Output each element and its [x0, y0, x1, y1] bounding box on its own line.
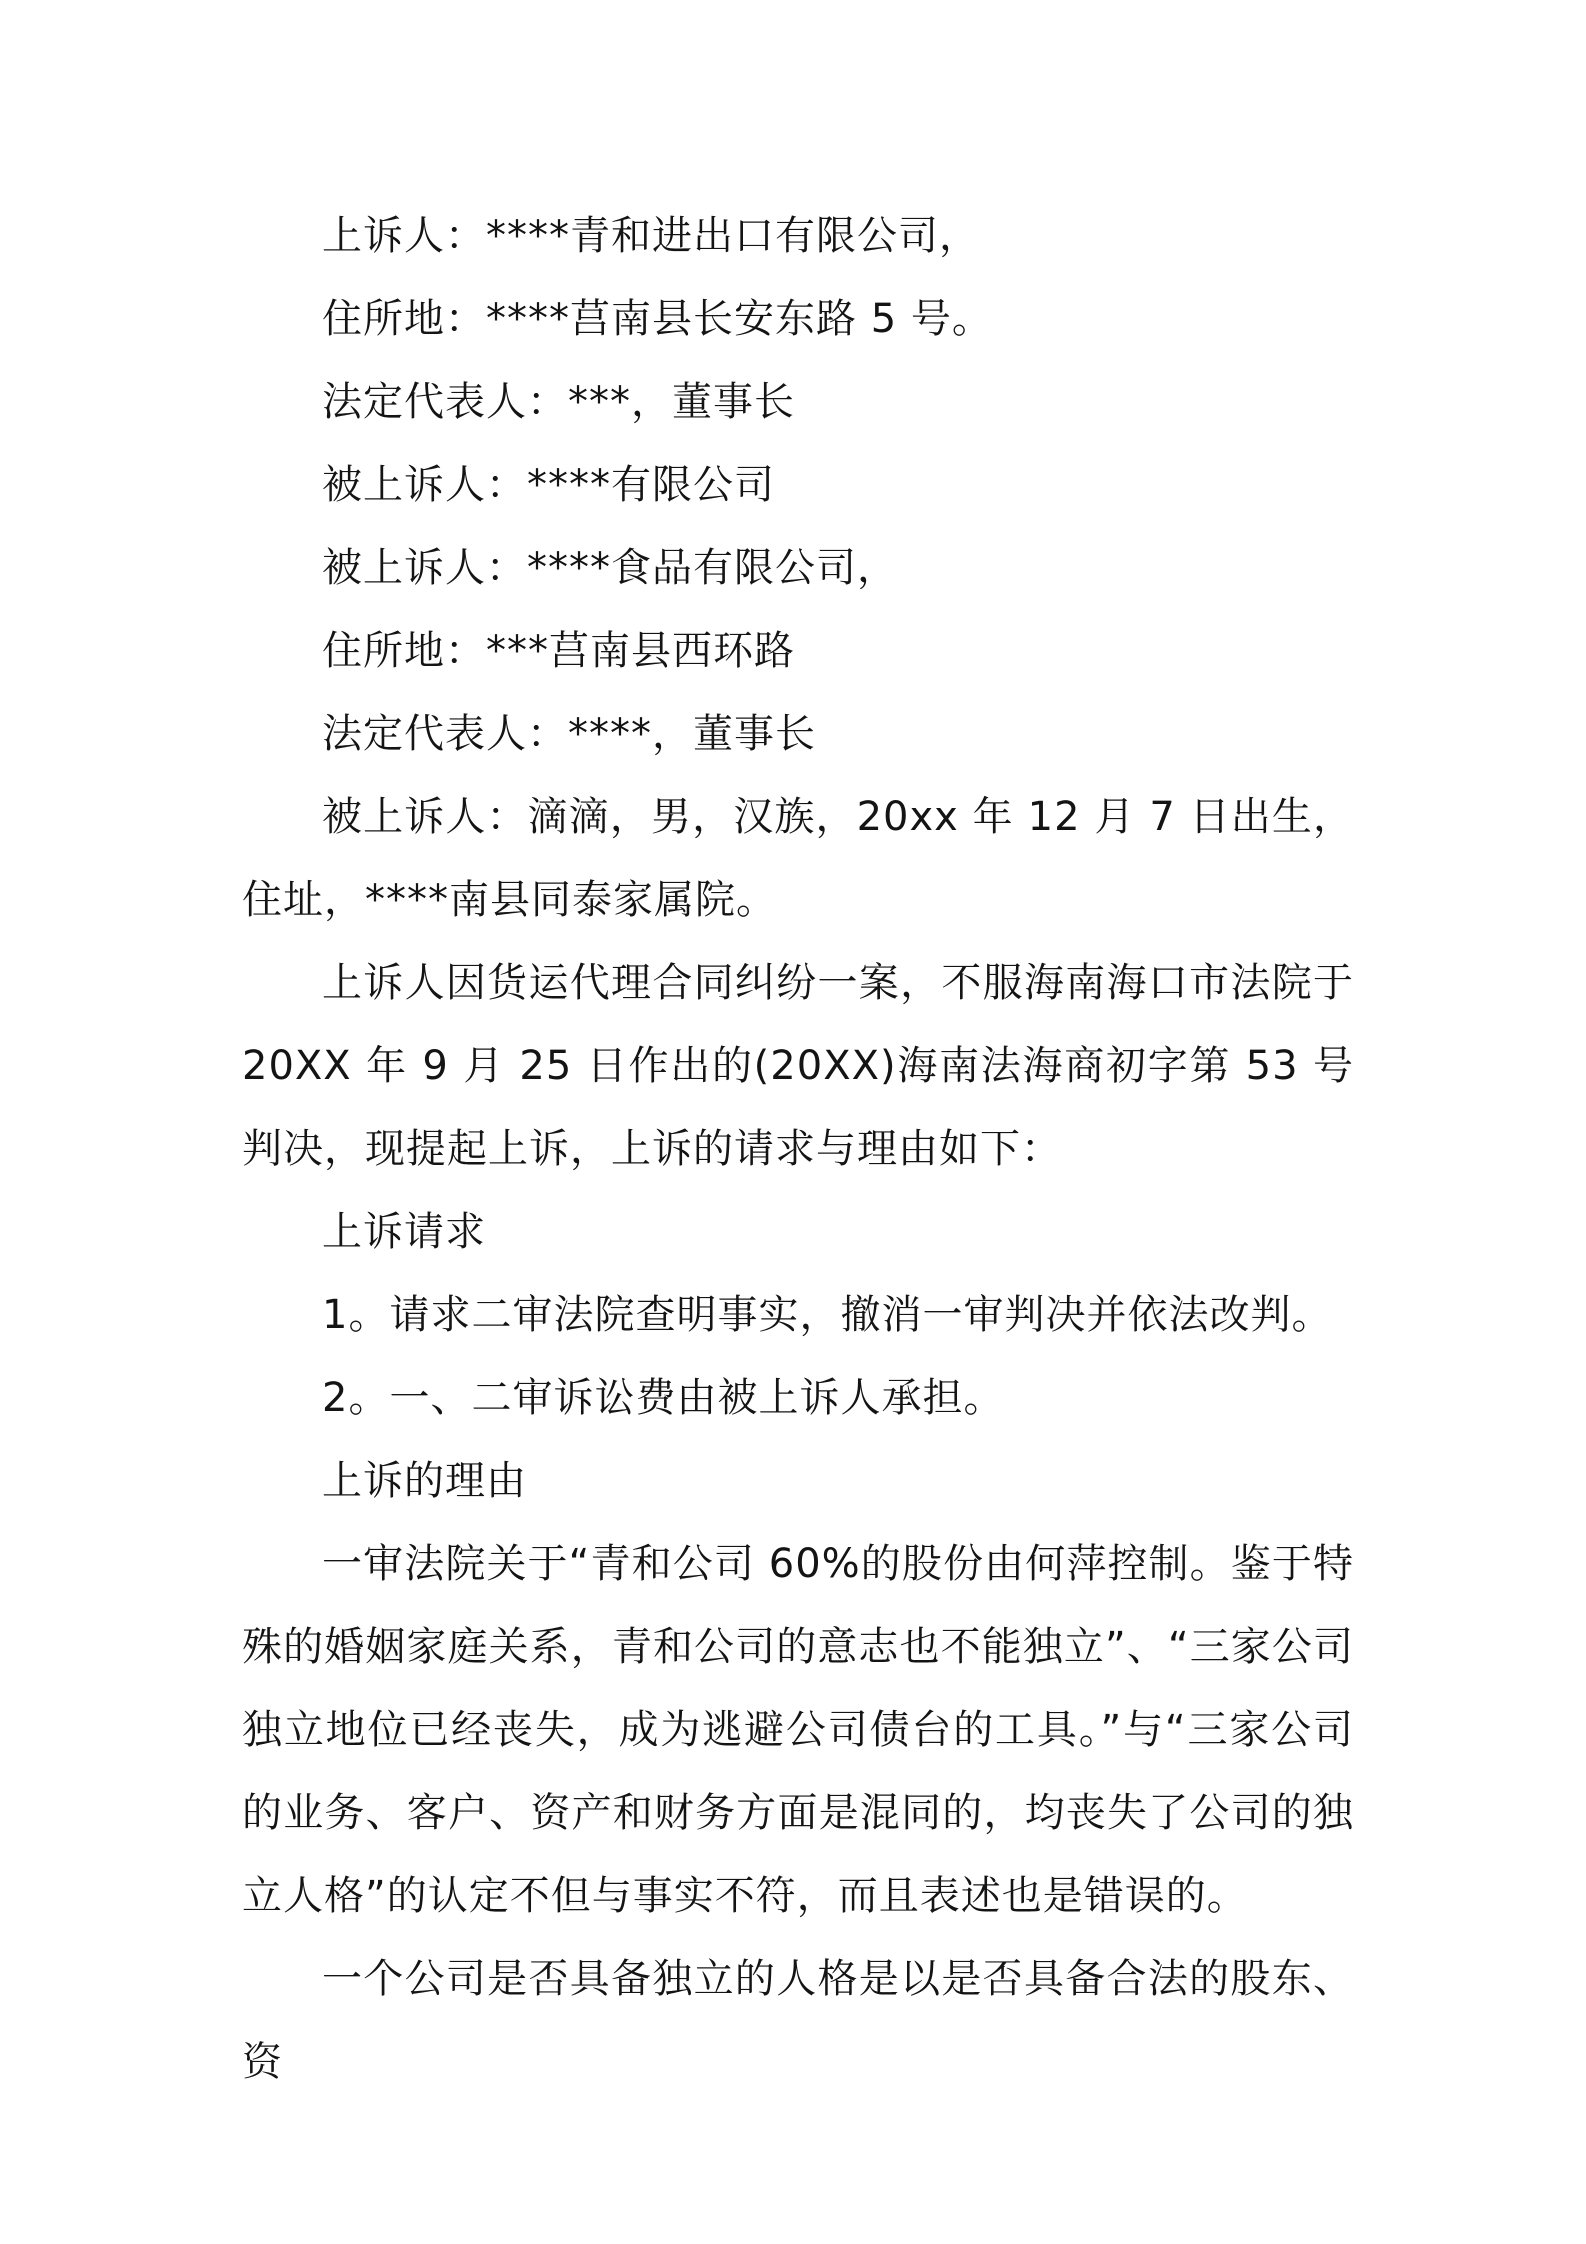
appellant-line: 上诉人：****青和进出口有限公司， [322, 213, 980, 259]
appellee-2-address-line: 住所地：***莒南县西环路 [322, 628, 795, 674]
appellee-3-paragraph: 被上诉人：滴滴，男，汉族，20xx 年 12 月 7 日出生， 住址，****南县同泰家属院。 [242, 794, 1354, 923]
appeal-requests-heading: 上诉请求 [322, 1209, 486, 1255]
appeal-reasons-heading: 上诉的理由 [322, 1458, 527, 1504]
appellant-address-line: 住所地：****莒南县长安东路 5 号。 [322, 296, 993, 342]
appellant-legal-rep-line: 法定代表人：***，董事长 [322, 379, 795, 425]
request-item-1: 1。请求二审法院查明事实，撤消一审判决并依法改判。 [322, 1292, 1333, 1338]
case-intro-paragraph: 上诉人因货运代理合同纠纷一案，不服海南海口市法院于 20XX 年 9 月 25 日作出的(20XX)海南法海商初字第 53 号判决，现提起上诉，上诉的请求与理由如下： [242, 960, 1354, 1172]
appellee-2-legal-rep-line: 法定代表人：****，董事长 [322, 711, 816, 757]
appellee-2-line: 被上诉人：****食品有限公司， [322, 545, 898, 591]
reason-paragraph-1: 一审法院关于“青和公司 60%的股份由何萍控制。鉴于特殊的婚姻家庭关系，青和公司的意志也不能独立”、“三家公司独立地位已经丧失，成为逃避公司债台的工具。”与“三家公司的业务、客户、资产和财务方面是混同的，均丧失了公司的独立人格”的认定不但与事实不符，而且表述也是错误的。 [242, 1541, 1354, 1919]
reason-paragraph-2: 一个公司是否具备独立的人格是以是否具备合法的股东、资 [242, 1956, 1354, 2085]
document-body [242, 195, 1354, 2104]
request-item-2: 2。一、二审诉讼费由被上诉人承担。 [322, 1375, 1005, 1421]
appellee-1-line: 被上诉人：****有限公司 [322, 462, 775, 508]
